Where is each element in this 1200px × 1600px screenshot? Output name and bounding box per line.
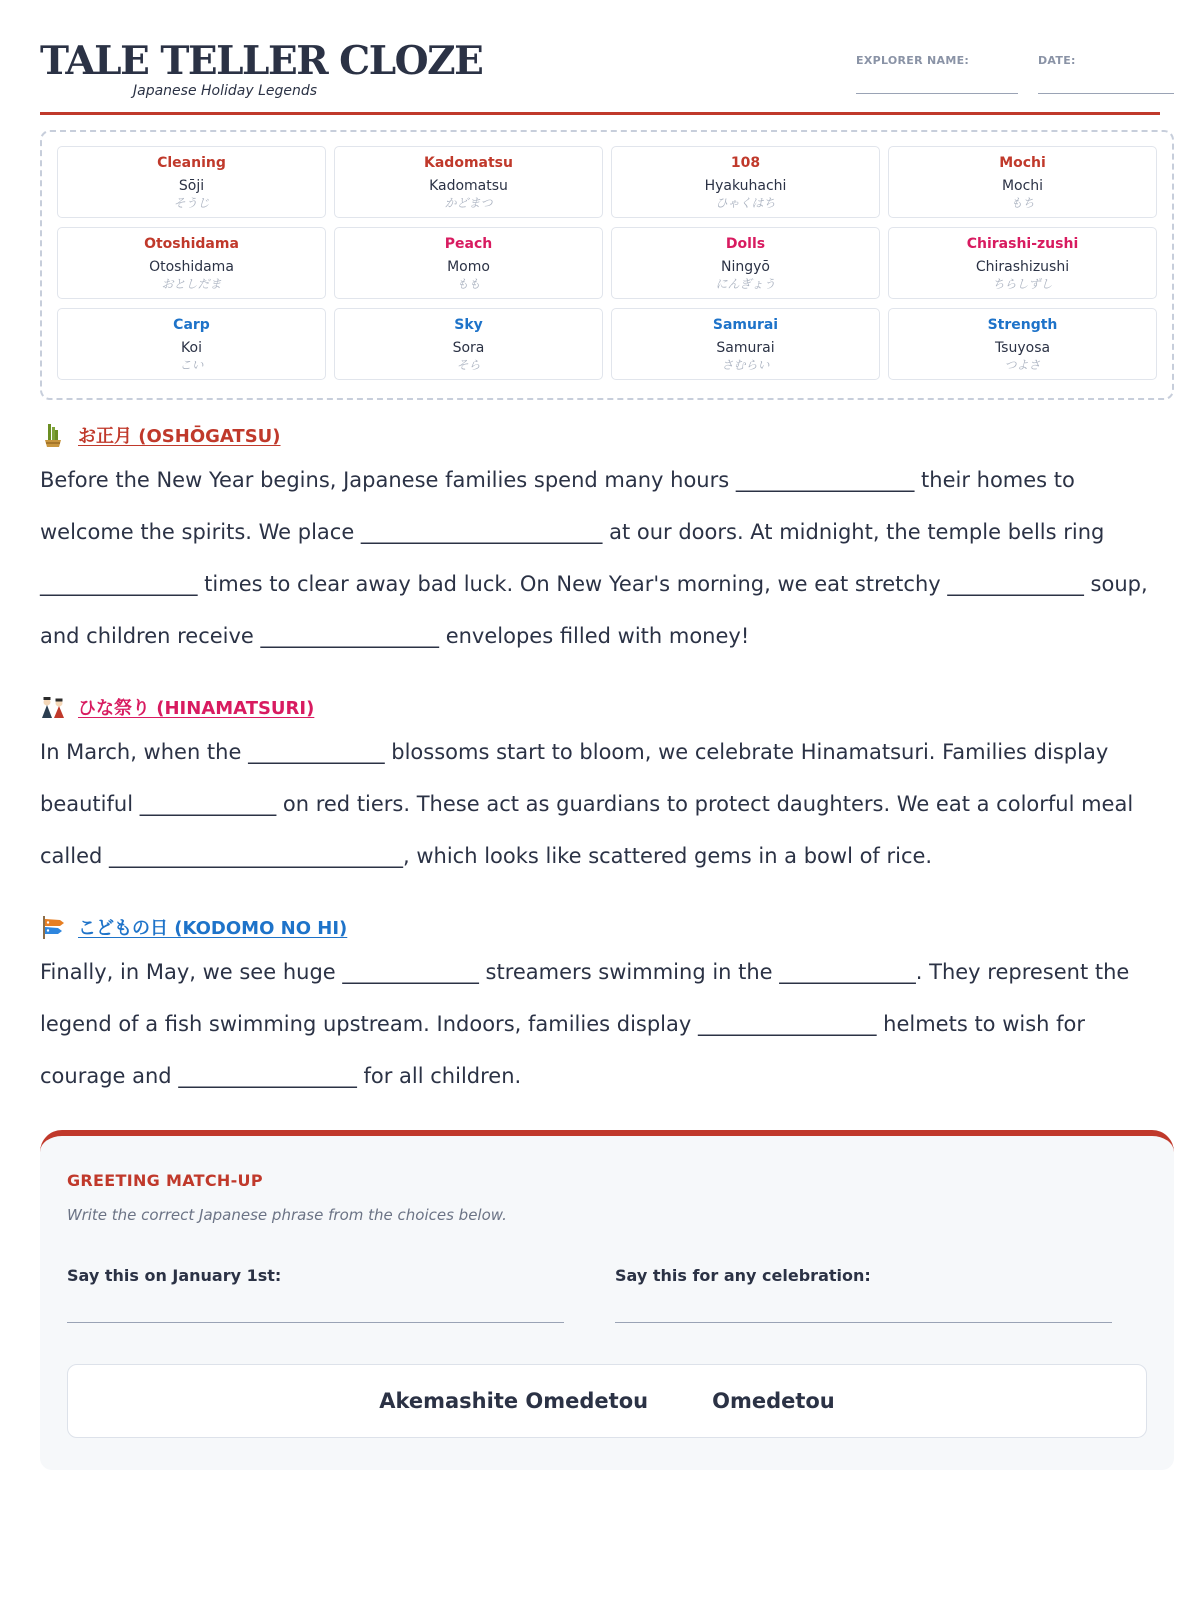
explorer-name-line[interactable] [856, 93, 1018, 94]
word-kana: もち [1010, 196, 1035, 210]
explorer-name-field[interactable] [856, 54, 969, 67]
greeting-choice: Akemashite Omedetou [379, 1389, 649, 1413]
page-subtitle: Japanese Holiday Legends [133, 83, 318, 99]
greeting-question-new-year: Say this on January 1st: [67, 1266, 282, 1285]
word-english: Cleaning [157, 155, 226, 171]
greeting-instruction: Write the correct Japanese phrase from the choices below. [67, 1206, 507, 1224]
word-romaji: Samurai [716, 340, 775, 356]
word-card [334, 308, 603, 380]
word-card [888, 146, 1157, 218]
greeting-matchup-box [40, 1130, 1174, 1470]
hina-dolls-icon [40, 694, 66, 720]
word-romaji: Mochi [1001, 178, 1044, 194]
word-english: Carp [173, 317, 210, 333]
word-english: 108 [730, 155, 761, 171]
word-kana: こい [179, 358, 204, 372]
greeting-question-celebration: Say this for any celebration: [615, 1266, 871, 1285]
word-card [57, 308, 326, 380]
word-kana: にんぎょう [715, 277, 776, 291]
word-kana: そうじ [173, 196, 210, 210]
carp-streamer-icon [40, 914, 66, 940]
section-heading-kodomo-no-hi [40, 914, 347, 940]
word-kana: つよさ [1004, 358, 1041, 372]
word-card [611, 146, 880, 218]
word-kana: さむらい [721, 358, 770, 372]
word-romaji: Kadomatsu [429, 178, 508, 194]
word-romaji: Sora [452, 340, 485, 356]
word-card [888, 227, 1157, 299]
word-english: Strength [987, 317, 1058, 333]
word-english: Kadomatsu [424, 155, 513, 171]
word-english: Dolls [725, 236, 766, 252]
word-bank [40, 130, 1174, 400]
answer-line-new-year[interactable] [67, 1322, 564, 1323]
explorer-name-label: EXPLORER NAME: [856, 54, 970, 67]
word-card [334, 227, 603, 299]
worksheet-header [40, 0, 1160, 115]
word-card [334, 146, 603, 218]
section-heading-hinamatsuri [40, 694, 314, 720]
section-text-kodomo-no-hi: Finally, in May, we see huge _____________ streamers swimming in the _____________. They represent the legend of a fish swimming upstream. Indoors, families display _________________ helmets to wish for courage and _________________ for all children. [40, 960, 1130, 1088]
word-kana: ちらしずし [992, 277, 1053, 291]
date-field[interactable] [1038, 54, 1076, 67]
greeting-title: GREETING MATCH-UP [67, 1171, 263, 1190]
word-card [57, 227, 326, 299]
word-english: Sky [454, 317, 483, 333]
word-card [611, 227, 880, 299]
page-title: TALE TELLER CLOZE [40, 38, 483, 84]
word-kana: もも [456, 277, 481, 291]
word-english: Mochi [999, 155, 1046, 171]
word-romaji: Otoshidama [149, 259, 234, 275]
word-english: Chirashi-zushi [966, 236, 1079, 252]
word-romaji: Momo [447, 259, 490, 275]
date-label: DATE: [1038, 54, 1076, 67]
word-kana: ひゃくはち [715, 196, 776, 210]
word-english: Peach [444, 236, 493, 252]
word-card [888, 308, 1157, 380]
greeting-choice: Omedetou [712, 1389, 835, 1413]
word-romaji: Sōji [178, 178, 205, 194]
word-romaji: Ningyō [721, 259, 770, 275]
word-kana: そら [456, 358, 481, 372]
word-kana: おとしだま [161, 277, 222, 291]
section-title: ひな祭り (HINAMATSURI) [78, 698, 315, 719]
word-romaji: Chirashizushi [975, 259, 1070, 275]
word-romaji: Koi [181, 340, 202, 356]
word-kana: かどまつ [444, 196, 493, 210]
section-text-hinamatsuri: In March, when the _____________ blossoms start to bloom, we celebrate Hinamatsuri. Families display beautiful _____________ on red tiers. These act as guardians to protect daughters. We eat a colorful meal called ____________________________, which looks like scattered gems in a bowl of rice. [40, 740, 1134, 868]
answer-line-celebration[interactable] [615, 1322, 1112, 1323]
section-text-oshogatsu: Before the New Year begins, Japanese families spend many hours _________________ their homes to welcome the spirits. We place _______________________ at our doors. At midnight, the temple bells ring _______________ times to clear away bad luck. On New Year's morning, we eat stretchy _____________ soup, and children receive _________________ envelopes filled with money! [40, 468, 1148, 648]
word-romaji: Hyakuhachi [704, 178, 787, 194]
greeting-choices [67, 1364, 1147, 1438]
section-heading-oshogatsu [40, 422, 281, 448]
kadomatsu-icon [40, 422, 66, 448]
date-line[interactable] [1038, 93, 1174, 94]
word-romaji: Tsuyosa [994, 340, 1051, 356]
section-title: お正月 (OSHŌGATSU) [78, 426, 281, 447]
section-title: こどもの日 (KODOMO NO HI) [78, 918, 348, 939]
word-english: Otoshidama [144, 236, 239, 252]
word-card [57, 146, 326, 218]
word-card [611, 308, 880, 380]
word-english: Samurai [712, 317, 779, 333]
